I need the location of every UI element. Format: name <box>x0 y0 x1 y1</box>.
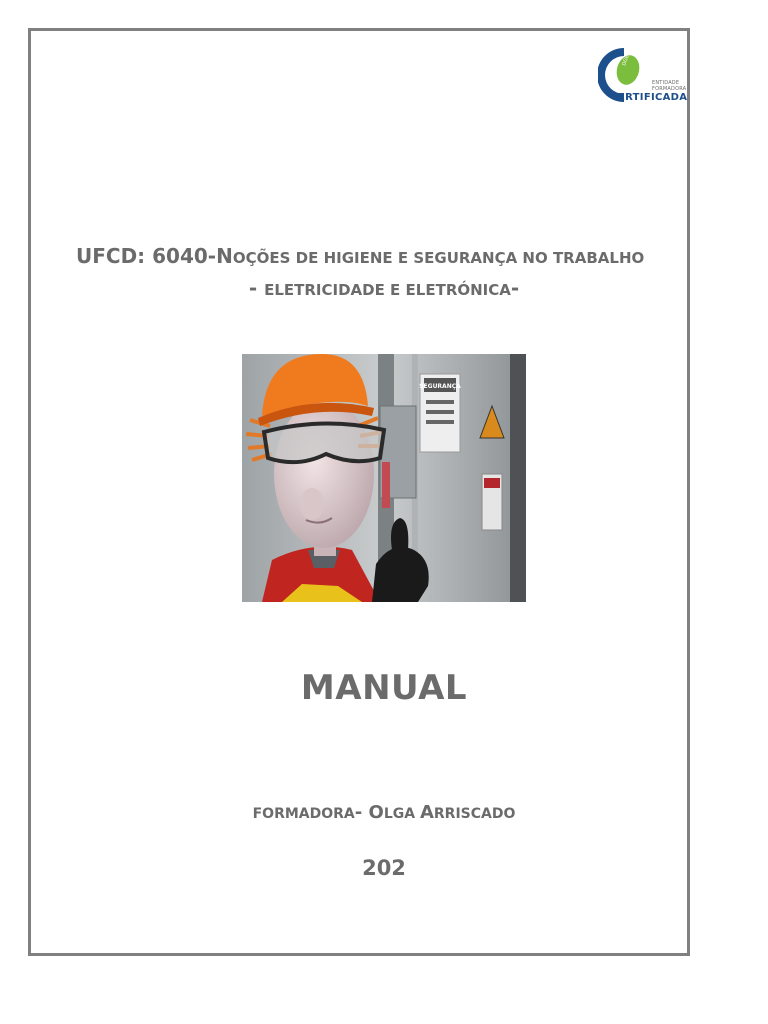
logo-certified-text: ERTIFICADA <box>618 92 688 103</box>
trainer-first-rest: LGA <box>383 806 416 822</box>
course-title <box>76 244 690 268</box>
trainer-role: FORMADORA <box>252 806 355 822</box>
document-year: 202 <box>362 856 406 880</box>
sign-text: SEGURANÇA <box>419 383 461 390</box>
logo-badge-text: DGERT <box>621 48 633 67</box>
course-code: UFCD: 6040-N <box>76 244 233 268</box>
subtitle-dash-right: - <box>510 276 520 300</box>
trainer-separator: - <box>354 802 369 823</box>
safety-worker-illustration <box>242 354 526 602</box>
logo-line-1: ENTIDADE <box>652 80 680 86</box>
subtitle-dash-left: - <box>248 276 265 300</box>
course-subtitle <box>0 276 768 300</box>
logo-line-2: FORMADORA <box>652 86 687 92</box>
trainer-first-initial: O <box>368 802 384 823</box>
document-heading: MANUAL <box>300 668 468 708</box>
trainer-last-rest: RRISCADO <box>433 806 516 822</box>
subtitle-text: ELETRICIDADE E ELETRÓNICA <box>264 281 511 299</box>
trainer-last-initial: A <box>419 802 434 823</box>
course-name: OÇÕES DE HIGIENE E SEGURANÇA NO TRABALHO <box>232 249 645 267</box>
trainer-line <box>0 802 768 823</box>
